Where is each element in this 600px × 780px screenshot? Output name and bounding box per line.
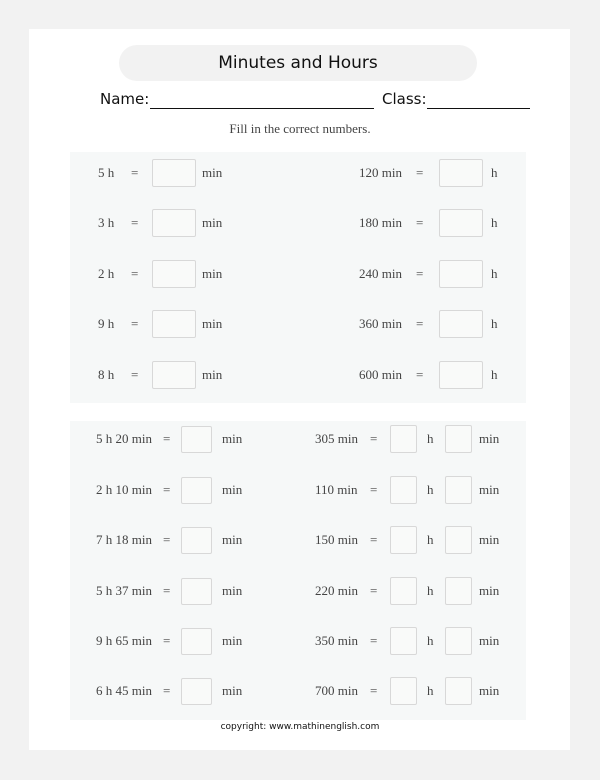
question-text: 3 h (98, 215, 115, 230)
question-text: 240 min (359, 266, 402, 281)
question-text: 350 min (315, 633, 358, 648)
question-text: 7 h 18 min (96, 532, 152, 547)
unit-label: min (222, 633, 243, 648)
unit-label: min (222, 482, 243, 497)
unit-label: h (427, 633, 434, 648)
worksheet-title: Minutes and Hours (119, 45, 477, 81)
question-row (0, 310, 600, 338)
unit-label: min (479, 482, 500, 497)
unit-label: h (427, 431, 434, 446)
answer-box[interactable] (152, 209, 196, 237)
unit-label: min (202, 215, 223, 230)
equals-sign: = (163, 583, 171, 598)
question-row (0, 260, 600, 288)
equals-sign: = (163, 683, 171, 698)
equals-sign: = (163, 532, 171, 547)
answer-box[interactable] (152, 159, 196, 187)
answer-box[interactable] (439, 159, 483, 187)
question-text: 6 h 45 min (96, 683, 152, 698)
equals-sign: = (370, 633, 378, 648)
unit-label: min (222, 431, 243, 446)
answer-box[interactable] (181, 628, 212, 655)
question-text: 9 h 65 min (96, 633, 152, 648)
section-2-panel (70, 421, 526, 720)
answer-box[interactable] (181, 527, 212, 554)
question-text: 2 h 10 min (96, 482, 152, 497)
answer-box[interactable] (181, 578, 212, 605)
equals-sign: = (416, 165, 424, 180)
equals-sign: = (370, 683, 378, 698)
question-row (0, 209, 600, 237)
unit-label: min (202, 266, 223, 281)
answer-box[interactable] (152, 361, 196, 389)
unit-label: min (479, 431, 500, 446)
answer-box[interactable] (439, 260, 483, 288)
unit-label: min (479, 633, 500, 648)
copyright-text: copyright: www.mathinenglish.com (220, 722, 380, 732)
minutes-answer-box[interactable] (445, 577, 472, 605)
question-text: 220 min (315, 583, 358, 598)
name-field-line[interactable] (150, 107, 374, 109)
question-text: 305 min (315, 431, 358, 446)
unit-label: min (222, 532, 243, 547)
equals-sign: = (370, 583, 378, 598)
question-row (0, 159, 600, 187)
unit-label: h (427, 683, 434, 698)
hours-answer-box[interactable] (390, 627, 417, 655)
unit-label: h (491, 215, 498, 230)
unit-label: h (427, 583, 434, 598)
question-text: 120 min (359, 165, 402, 180)
question-text: 2 h (98, 266, 115, 281)
unit-label: h (491, 165, 498, 180)
unit-label: min (479, 683, 500, 698)
equals-sign: = (131, 367, 139, 382)
answer-box[interactable] (439, 310, 483, 338)
equals-sign: = (416, 316, 424, 331)
unit-label: min (479, 532, 500, 547)
equals-sign: = (416, 215, 424, 230)
hours-answer-box[interactable] (390, 677, 417, 705)
minutes-answer-box[interactable] (445, 677, 472, 705)
answer-box[interactable] (181, 678, 212, 705)
equals-sign: = (416, 266, 424, 281)
instruction-text: Fill in the correct numbers. (229, 121, 371, 136)
question-row (0, 425, 600, 453)
equals-sign: = (131, 215, 139, 230)
minutes-answer-box[interactable] (445, 526, 472, 554)
question-text: 150 min (315, 532, 358, 547)
answer-box[interactable] (439, 209, 483, 237)
hours-answer-box[interactable] (390, 476, 417, 504)
unit-label: h (491, 316, 498, 331)
answer-box[interactable] (439, 361, 483, 389)
question-row (0, 476, 600, 504)
equals-sign: = (131, 165, 139, 180)
equals-sign: = (416, 367, 424, 382)
equals-sign: = (370, 532, 378, 547)
equals-sign: = (370, 431, 378, 446)
class-field-line[interactable] (427, 107, 530, 109)
question-text: 8 h (98, 367, 115, 382)
name-class-row (100, 88, 540, 112)
equals-sign: = (131, 266, 139, 281)
minutes-answer-box[interactable] (445, 425, 472, 453)
unit-label: h (491, 266, 498, 281)
hours-answer-box[interactable] (390, 526, 417, 554)
equals-sign: = (163, 633, 171, 648)
unit-label: min (222, 583, 243, 598)
equals-sign: = (370, 482, 378, 497)
question-row (0, 577, 600, 605)
class-label: Class: (382, 90, 427, 108)
question-text: 5 h (98, 165, 115, 180)
question-text: 600 min (359, 367, 402, 382)
equals-sign: = (131, 316, 139, 331)
unit-label: min (479, 583, 500, 598)
question-text: 9 h (98, 316, 115, 331)
question-row (0, 526, 600, 554)
question-text: 360 min (359, 316, 402, 331)
name-label: Name: (100, 90, 150, 108)
question-text: 180 min (359, 215, 402, 230)
question-row (0, 361, 600, 389)
question-row (0, 627, 600, 655)
unit-label: min (202, 367, 223, 382)
question-text: 5 h 20 min (96, 431, 152, 446)
unit-label: h (427, 532, 434, 547)
unit-label: h (427, 482, 434, 497)
answer-box[interactable] (152, 260, 196, 288)
question-text: 110 min (315, 482, 358, 497)
answer-box[interactable] (181, 477, 212, 504)
unit-label: min (222, 683, 243, 698)
answer-box[interactable] (152, 310, 196, 338)
answer-box[interactable] (181, 426, 212, 453)
unit-label: min (202, 316, 223, 331)
hours-answer-box[interactable] (390, 577, 417, 605)
minutes-answer-box[interactable] (445, 627, 472, 655)
question-text: 5 h 37 min (96, 583, 152, 598)
hours-answer-box[interactable] (390, 425, 417, 453)
unit-label: h (491, 367, 498, 382)
question-row (0, 677, 600, 705)
equals-sign: = (163, 431, 171, 446)
equals-sign: = (163, 482, 171, 497)
unit-label: min (202, 165, 223, 180)
question-text: 700 min (315, 683, 358, 698)
minutes-answer-box[interactable] (445, 476, 472, 504)
